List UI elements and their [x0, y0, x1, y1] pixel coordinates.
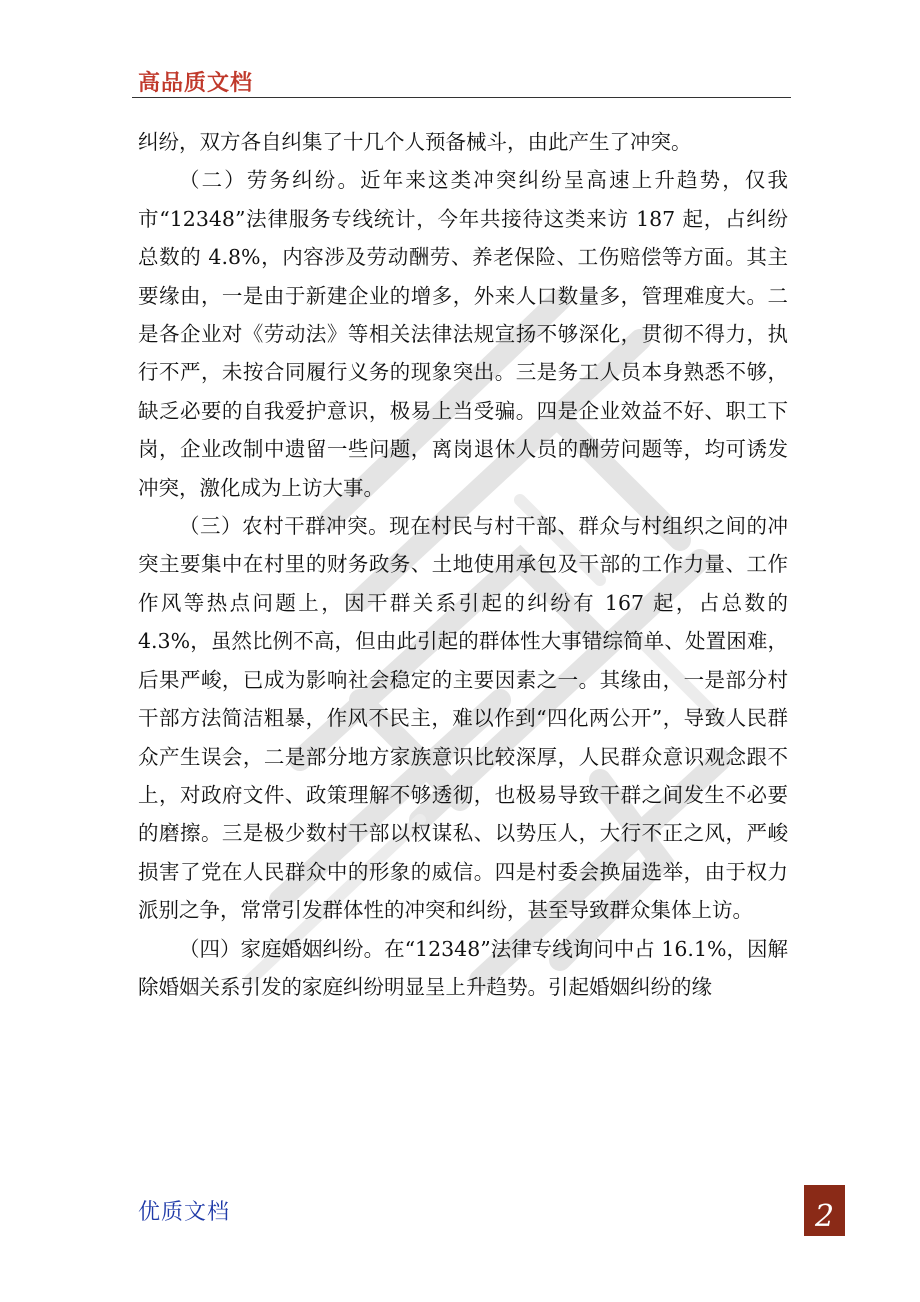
paragraph-rural-cadre-conflicts: （三）农村干群冲突。现在村民与村干部、群众与村组织之间的冲突主要集中在村里的财务政务、土地使用承包及干部的工作力量、工作作风等热点问题上，因干群关系引起的纠纷有 167 起，占总数的 4.3%，虽然比例不高，但由此引起的群体性大事错综简单、处置困难，后果严峻，已成为影响社会稳定的主要因素之一。其缘由，一是部分村干部方法简洁粗暴，作风不民主，难以作到“四化两公开”，导致人民群众产生误会，二是部分地方家族意识比较深厚，人民群众意识观念跟不上，对政府文件、政策理解不够透彻，也极易导致干群之间发生不必要的磨擦。三是极少数村干部以权谋私、以势压人，大行不正之风，严峻损害了党在人民群众中的形象的威信。四是村委会换届选举，由于权力派别之争，常常引发群体性的冲突和纠纷，甚至导致群众集体上访。	[138, 514, 788, 923]
paragraph-labor-disputes: （二）劳务纠纷。近年来这类冲突纠纷呈高速上升趋势，仅我市“12348”法律服务专线统计，今年共接待这类来访 187 起，占纠纷总数的 4.8%，内容涉及劳动酬劳、养老保险、工伤赔偿等方面。其主要缘由，一是由于新建企业的增多，外来人口数量多，管理难度大。二是各企业对《劳动法》等相关法律法规宣扬不够深化，贯彻不得力，执行不严，未按合同履行义务的现象突出。三是务工人员本身熟悉不够，缺乏必要的自我爱护意识，极易上当受骗。四是企业效益不好、职工下岗，企业改制中遗留一些问题，离岗退休人员的酬劳问题等，均可诱发冲突，激化成为上访大事。	[138, 168, 788, 500]
header-title: 高品质文档	[138, 71, 254, 96]
header-divider	[132, 97, 791, 98]
paragraph-family-marriage-disputes: （四）家庭婚姻纠纷。在“12348”法律专线询问中占 16.1%，因解除婚姻关系引发的家庭纠纷明显呈上升趋势。引起婚姻纠纷的缘	[138, 936, 788, 999]
page-number: 2	[814, 1199, 835, 1234]
page-number-badge	[804, 1185, 845, 1236]
paragraph-continuation: 纠纷，双方各自纠集了十几个人预备械斗，由此产生了冲突。	[138, 130, 692, 154]
footer-title: 优质文档	[138, 1200, 231, 1225]
document-body	[138, 123, 788, 1006]
